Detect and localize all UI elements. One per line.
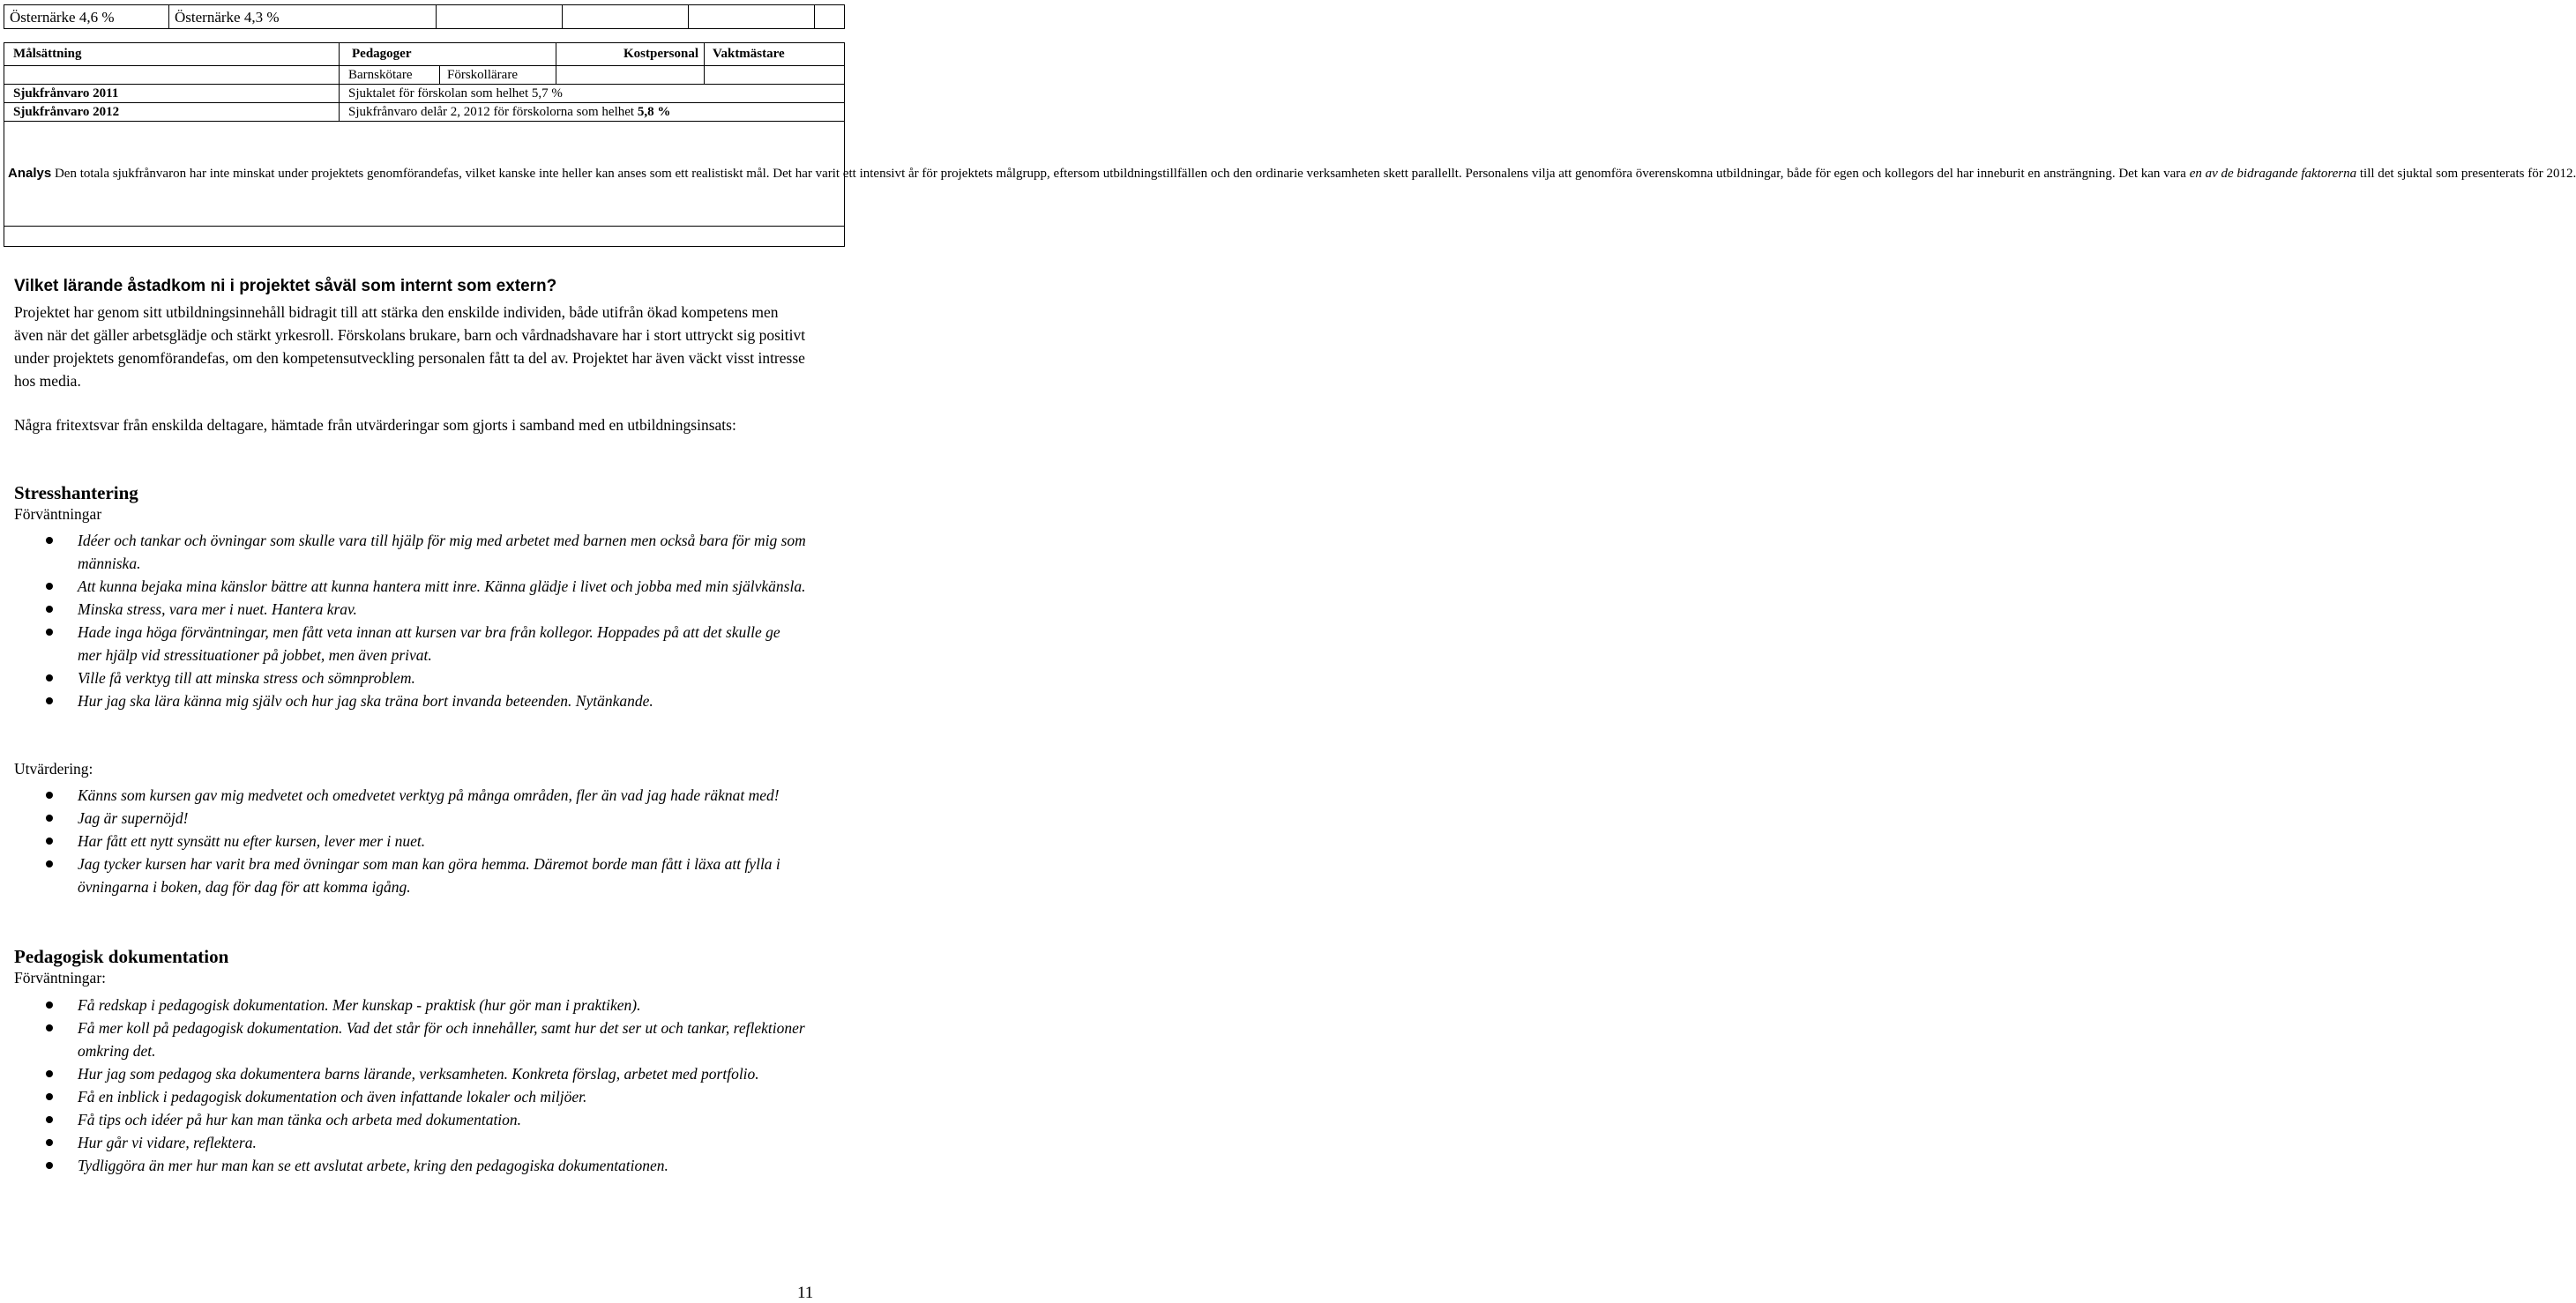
section-title-stresshantering: Stresshantering xyxy=(14,482,138,503)
top-cell-5 xyxy=(689,5,815,29)
list-item: Jag tycker kursen har varit bra med övningar som man kan göra hemma. Däremot borde man fått i läxa att fylla i övningarna i boken, dag för dag för att komma igång. xyxy=(14,853,808,898)
analys-text-1: Den totala sjukfrånvaron har inte minskat under projektets genomförandefas, vilket kanske inte heller kan anses som ett realistiskt mål. Det har varit ett intensivt år för projektets målgrupp, eftersom utbildningstillfällen och den ordinarie verksamheten skett parallellt. Personalens vilja att genomföra överenskomna utbildningar, både för egen och kollegors del har inneburit en ansträngning. Det kan vara xyxy=(51,167,2190,181)
label-forvantningar: Förväntningar xyxy=(14,505,102,523)
list-item: Idéer och tankar och övningar som skulle vara till hjälp för mig med arbetet med barnen men också bara för mig som människa. xyxy=(14,529,808,575)
list-item: Minska stress, vara mer i nuet. Hantera krav. xyxy=(14,598,808,621)
list-item: Har fått ett nytt synsätt nu efter kursen, lever mer i nuet. xyxy=(14,830,808,853)
analys-label: Analys xyxy=(8,166,52,181)
subheader-row xyxy=(4,66,845,85)
value-text-2012: Sjukfrånvaro delår 2, 2012 för förskolorna som helhet xyxy=(348,104,638,119)
list-item: Få mer koll på pedagogisk dokumentation. Vad det står för och innehåller, samt hur det ser ut och tankar, reflektioner omkring det. xyxy=(14,1016,808,1062)
paragraph-2: Några fritextsvar från enskilda deltagare, hämtade från utvärderingar som gjorts i samband med en utbildningsinsats: xyxy=(14,416,736,434)
list-item: Jag är supernöjd! xyxy=(14,807,808,830)
paragraph-1: Projektet har genom sitt utbildningsinnehåll bidragit till att stärka den enskilde individen, både utifrån ökad kompetens men även när det gäller arbetsglädje och stärkt yrkesroll. Förskolans brukare, barn och vårdnadshavare har i stort uttryckt sig positivt under projektets genomförandefas, om den kompetensutveckling personalen fått ta del av. Projektet har även väckt visst intresse hos media. xyxy=(14,303,806,390)
goal-table xyxy=(4,42,2576,247)
row-sjukfranvaro-2011 xyxy=(4,85,845,103)
list-item: Tydliggöra än mer hur man kan se ett avslutat arbete, kring den pedagogiska dokumentationen. xyxy=(14,1154,808,1177)
row-analys xyxy=(4,122,845,227)
top-cell-2: Östernärke 4,3 % xyxy=(169,5,437,29)
list-item: Känns som kursen gav mig medvetet och omedvetet verktyg på många områden, fler än vad jag hade räknat med! xyxy=(14,784,808,807)
top-cell-1: Östernärke 4,6 % xyxy=(4,5,169,29)
header-malsattning: Målsättning xyxy=(4,43,340,66)
top-cell-4 xyxy=(563,5,689,29)
subheader-empty xyxy=(4,66,340,85)
list-item: Få en inblick i pedagogisk dokumentation och även infattande lokaler och miljöer. xyxy=(14,1085,808,1108)
label-sjukfranvaro-2012: Sjukfrånvaro 2012 xyxy=(4,103,340,122)
label-forvantningar-2: Förväntningar: xyxy=(14,969,107,987)
subheader-empty-3 xyxy=(705,66,845,85)
list-item: Få redskap i pedagogisk dokumentation. Mer kunskap - praktisk (hur gör man i praktiken). xyxy=(14,994,808,1016)
page-number: 11 xyxy=(797,1284,814,1302)
subheader-empty-2 xyxy=(556,66,705,85)
subheader-barnskotare: Barnskötare xyxy=(340,66,440,85)
subheader-forskollarare: Förskollärare xyxy=(440,66,556,85)
header-vaktmastare: Vaktmästare xyxy=(705,43,845,66)
analys-italic: en av de bidragande faktorerna xyxy=(2189,167,2357,181)
label-sjukfranvaro-2011: Sjukfrånvaro 2011 xyxy=(4,85,340,103)
value-text-2011: Sjuktalet för förskolan som helhet xyxy=(348,86,532,101)
header-row xyxy=(4,43,845,66)
list-item: Hade inga höga förväntningar, men fått veta innan att kursen var bra från kollegor. Hoppades på att det skulle ge mer hjälp vid stressituationer på jobbet, men även privat. xyxy=(14,621,808,666)
list-item: Hur jag ska lära känna mig själv och hur jag ska träna bort invanda beteenden. Nytänkande. xyxy=(14,689,808,712)
value-number-2011: 5,7 % xyxy=(531,86,563,101)
stress-evaluation-list xyxy=(14,784,808,898)
value-number-2012: 5,8 % xyxy=(637,104,671,119)
list-item: Få tips och idéer på hur kan man tänka och arbeta med dokumentation. xyxy=(14,1108,808,1131)
pedagogisk-expectations-list xyxy=(14,994,808,1177)
top-cell-3 xyxy=(437,5,563,29)
header-kostpersonal: Kostpersonal xyxy=(556,43,705,66)
analys-cell xyxy=(4,122,2576,227)
list-item: Att kunna bejaka mina känslor bättre att kunna hantera mitt inre. Känna glädje i livet och jobba med min självkänsla. xyxy=(14,575,808,598)
stress-expectations-list xyxy=(14,529,808,712)
list-item: Hur går vi vidare, reflektera. xyxy=(14,1131,808,1154)
row-sjukfranvaro-2012 xyxy=(4,103,845,122)
analys-text-2: till det sjuktal som presenterats för 2012. xyxy=(2356,167,2576,181)
value-sjukfranvaro-2011 xyxy=(340,85,845,103)
section-title-pedagogisk-dokumentation: Pedagogisk dokumentation xyxy=(14,946,229,967)
top-cell-6 xyxy=(815,5,845,29)
label-utvardering: Utvärdering: xyxy=(14,760,93,778)
value-sjukfranvaro-2012 xyxy=(340,103,845,122)
top-table xyxy=(4,4,845,29)
header-pedagoger: Pedagoger xyxy=(340,43,556,66)
empty-cell xyxy=(4,227,845,247)
question-heading: Vilket lärande åstadkom ni i projektet såväl som internt som extern? xyxy=(14,277,557,295)
list-item: Ville få verktyg till att minska stress och sömnproblem. xyxy=(14,666,808,689)
list-item: Hur jag som pedagog ska dokumentera barns lärande, verksamheten. Konkreta förslag, arbetet med portfolio. xyxy=(14,1062,808,1085)
row-empty xyxy=(4,227,845,247)
